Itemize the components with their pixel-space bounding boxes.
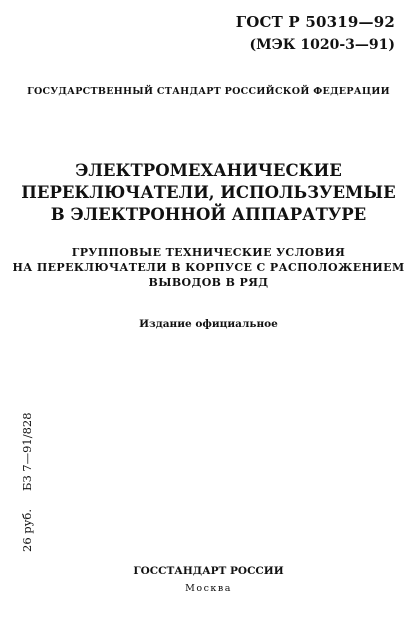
document-title xyxy=(0,160,417,226)
subtitle-line: НА ПЕРЕКЛЮЧАТЕЛИ В КОРПУСЕ С РАСПОЛОЖЕНИЕМ xyxy=(12,261,405,274)
title-line: ПЕРЕКЛЮЧАТЕЛИ, ИСПОЛЬЗУЕМЫЕ xyxy=(21,183,396,202)
title-line: В ЭЛЕКТРОННОЙ АППАРАТУРЕ xyxy=(50,205,367,224)
title-line: ЭЛЕКТРОМЕХАНИЧЕСКИЕ xyxy=(75,161,342,180)
price-label: 26 руб. xyxy=(20,509,34,552)
document-subtitle xyxy=(0,245,417,290)
subtitle-line: ВЫВОДОВ В РЯД xyxy=(148,276,269,289)
catalog-code: БЗ 7—91/828 xyxy=(20,412,34,491)
subtitle-line: ГРУППОВЫЕ ТЕХНИЧЕСКИЕ УСЛОВИЯ xyxy=(71,246,346,259)
side-note xyxy=(20,412,34,552)
state-standard-heading: ГОСУДАРСТВЕННЫЙ СТАНДАРТ РОССИЙСКОЙ ФЕДЕРАЦИИ xyxy=(27,86,390,97)
iec-number: (МЭК 1020-3—91) xyxy=(249,37,395,53)
edition-label: Издание официальное xyxy=(139,318,278,330)
publisher-name: ГОССТАНДАРТ РОССИИ xyxy=(133,565,284,577)
publisher-city: Москва xyxy=(185,583,232,594)
standard-number: ГОСТ Р 50319—92 xyxy=(235,13,395,31)
